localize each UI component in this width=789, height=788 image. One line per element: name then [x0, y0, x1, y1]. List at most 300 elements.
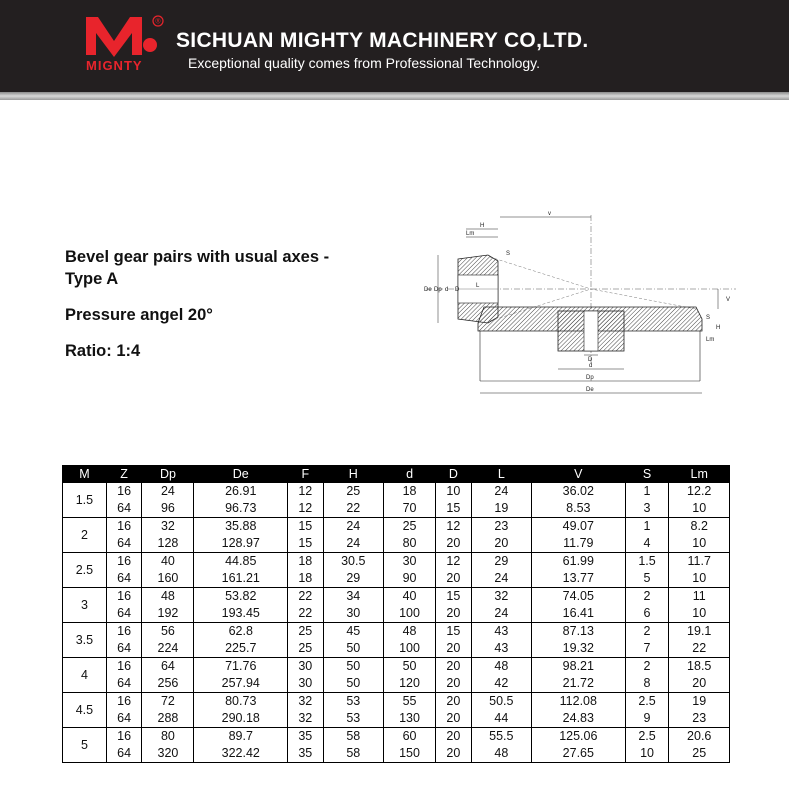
value-cell	[471, 588, 531, 623]
value-cell	[323, 553, 383, 588]
pinion-value: 49.07	[562, 519, 594, 533]
column-header: d	[383, 466, 435, 483]
gear-value: 3	[643, 501, 651, 515]
column-header: F	[288, 466, 324, 483]
pinion-value: 45	[346, 624, 361, 638]
gear-value: 27.65	[562, 746, 594, 760]
company-tagline: Exceptional quality comes from Professional Technology.	[188, 55, 540, 71]
dim-label-de-bottom: De	[586, 387, 594, 393]
value-cell	[436, 728, 472, 763]
gear-value: 257.94	[221, 676, 260, 690]
module-cell: 2.5	[63, 553, 107, 588]
table-row	[63, 623, 730, 658]
gear-value: 322.42	[221, 746, 260, 760]
gear-value: 64	[117, 536, 132, 550]
gear-value: 4	[643, 536, 651, 550]
gear-value: 10	[640, 746, 654, 760]
pinion-value: 16	[117, 589, 132, 603]
pinion-value: 20	[446, 659, 461, 673]
value-cell	[471, 553, 531, 588]
pinion-value: 22	[298, 589, 313, 603]
pinion-value: 24	[494, 484, 509, 498]
gear-value: 64	[117, 606, 132, 620]
gear-value: 20	[446, 641, 461, 655]
value-cell	[471, 658, 531, 693]
pinion-value: 12.2	[687, 484, 712, 498]
value-cell	[471, 693, 531, 728]
value-cell	[625, 658, 669, 693]
gear-value: 10	[692, 606, 707, 620]
pinion-value: 12	[298, 484, 313, 498]
pinion-value: 48	[494, 659, 509, 673]
gear-value: 12	[298, 501, 313, 515]
table-row	[63, 658, 730, 693]
pinion-value: 56	[160, 624, 175, 638]
pinion-value: 30	[402, 554, 417, 568]
pinion-value: 1	[643, 484, 651, 498]
gear-value: 29	[346, 571, 361, 585]
gear-value: 100	[399, 641, 420, 655]
gear-value: 192	[157, 606, 179, 620]
pinion-value: 16	[117, 624, 132, 638]
pinion-value: 2	[643, 624, 651, 638]
module-cell: 5	[63, 728, 107, 763]
dim-label-v: v	[548, 211, 551, 217]
gear-value: 50	[346, 641, 361, 655]
value-cell	[288, 483, 324, 518]
value-cell	[106, 553, 142, 588]
gear-value: 42	[494, 676, 509, 690]
gear-value: 96	[160, 501, 175, 515]
gear-value: 130	[399, 711, 420, 725]
gear-value: 290.18	[221, 711, 260, 725]
gear-value: 20	[692, 676, 707, 690]
value-cell	[625, 728, 669, 763]
gear-value: 64	[117, 501, 132, 515]
value-cell	[532, 693, 626, 728]
pinion-value: 23	[494, 519, 509, 533]
gear-value: 9	[643, 711, 651, 725]
value-cell	[383, 588, 435, 623]
value-cell	[669, 693, 730, 728]
pinion-value: 16	[117, 659, 132, 673]
value-cell	[194, 588, 288, 623]
pinion-value: 18	[298, 554, 313, 568]
value-cell	[323, 588, 383, 623]
gear-value: 6	[643, 606, 651, 620]
pinion-value: 50.5	[489, 694, 514, 708]
value-cell	[323, 693, 383, 728]
value-cell	[436, 623, 472, 658]
pinion-value: 16	[117, 554, 132, 568]
value-cell	[669, 623, 730, 658]
pinion-value: 25	[346, 484, 361, 498]
gear-ratio: Ratio: 1:4	[65, 342, 141, 360]
column-header: L	[471, 466, 531, 483]
gear-value: 22	[298, 606, 313, 620]
value-cell	[383, 693, 435, 728]
gear-value: 19	[494, 501, 509, 515]
header-divider	[0, 92, 789, 100]
gear-value: 224	[157, 641, 179, 655]
gear-value: 288	[157, 711, 179, 725]
gear-value: 35	[298, 746, 313, 760]
pinion-value: 61.99	[562, 554, 594, 568]
value-cell	[471, 518, 531, 553]
gear-value: 5	[643, 571, 651, 585]
value-cell	[625, 483, 669, 518]
pinion-value: 40	[160, 554, 175, 568]
value-cell	[142, 693, 194, 728]
pinion-value: 74.05	[562, 589, 594, 603]
gear-value: 20	[446, 746, 461, 760]
pinion-value: 43	[494, 624, 509, 638]
gear-value: 64	[117, 746, 132, 760]
pinion-value: 12	[446, 554, 461, 568]
value-cell	[383, 553, 435, 588]
gear-value: 320	[157, 746, 179, 760]
dim-label-l: L	[476, 283, 480, 289]
value-cell	[625, 693, 669, 728]
pinion-value: 62.8	[228, 624, 253, 638]
gear-value: 21.72	[562, 676, 594, 690]
dim-label-d-side: d	[445, 287, 449, 293]
value-cell	[532, 553, 626, 588]
pinion-value: 53.82	[225, 589, 257, 603]
column-header: Dp	[142, 466, 194, 483]
pinion-value: 72	[160, 694, 175, 708]
pinion-value: 18.5	[687, 659, 712, 673]
product-description	[65, 246, 405, 362]
gear-value: 23	[692, 711, 707, 725]
gear-value: 128	[157, 536, 179, 550]
value-cell	[436, 553, 472, 588]
value-cell	[669, 658, 730, 693]
gear-value: 15	[298, 536, 313, 550]
pinion-value: 1	[643, 519, 651, 533]
dim-label-dp-side: Dp	[434, 287, 442, 293]
pinion-value: 2.5	[638, 729, 656, 743]
gear-value: 64	[117, 676, 132, 690]
value-cell	[383, 623, 435, 658]
pinion-value: 20.6	[687, 729, 712, 743]
gear-value: 22	[692, 641, 707, 655]
value-cell	[436, 518, 472, 553]
dim-label-D-side: D	[455, 287, 460, 293]
pinion-value: 60	[402, 729, 417, 743]
value-cell	[288, 588, 324, 623]
gear-value: 64	[117, 711, 132, 725]
module-cell: 4.5	[63, 693, 107, 728]
value-cell	[323, 483, 383, 518]
mighty-logo-icon	[84, 13, 164, 61]
gear-value: 10	[692, 536, 707, 550]
value-cell	[532, 658, 626, 693]
product-title-line1: Bevel gear pairs with usual axes -	[65, 248, 330, 266]
pinion-value: 15	[298, 519, 313, 533]
value-cell	[194, 693, 288, 728]
table-row	[63, 553, 730, 588]
gear-value: 19.32	[562, 641, 594, 655]
value-cell	[532, 588, 626, 623]
gear-value: 10	[692, 571, 707, 585]
pinion-value: 18	[402, 484, 417, 498]
pinion-value: 48	[160, 589, 175, 603]
pinion-value: 20	[446, 694, 461, 708]
value-cell	[194, 483, 288, 518]
value-cell	[532, 518, 626, 553]
gear-value: 8	[643, 676, 651, 690]
gear-value: 16.41	[562, 606, 594, 620]
pinion-value: 87.13	[562, 624, 594, 638]
gear-value: 64	[117, 641, 132, 655]
value-cell	[436, 658, 472, 693]
value-cell	[194, 728, 288, 763]
pinion-value: 50	[346, 659, 361, 673]
gear-value: 50	[346, 676, 361, 690]
value-cell	[142, 588, 194, 623]
pinion-value: 19	[692, 694, 707, 708]
table-row	[63, 518, 730, 553]
gear-value: 20	[446, 571, 461, 585]
pinion-value: 32	[160, 519, 175, 533]
value-cell	[383, 728, 435, 763]
table-header-row	[63, 466, 730, 483]
value-cell	[142, 553, 194, 588]
pinion-value: 50	[402, 659, 417, 673]
column-header: H	[323, 466, 383, 483]
column-header: M	[63, 466, 107, 483]
value-cell	[436, 483, 472, 518]
pinion-value: 80.73	[225, 694, 257, 708]
value-cell	[194, 553, 288, 588]
pinion-value: 11	[692, 589, 706, 603]
pinion-value: 16	[117, 729, 132, 743]
gear-value: 20	[446, 711, 461, 725]
pinion-value: 55.5	[489, 729, 514, 743]
value-cell	[323, 728, 383, 763]
company-name: SICHUAN MIGHTY MACHINERY CO,LTD.	[176, 29, 589, 52]
value-cell	[471, 483, 531, 518]
value-cell	[288, 623, 324, 658]
gear-value: 58	[346, 746, 361, 760]
pinion-value: 25	[402, 519, 417, 533]
gear-value: 32	[298, 711, 313, 725]
value-cell	[288, 658, 324, 693]
value-cell	[142, 728, 194, 763]
value-cell	[323, 518, 383, 553]
gear-value: 11.79	[563, 536, 594, 550]
dim-label-dp-bottom: Dp	[586, 375, 594, 381]
value-cell	[288, 728, 324, 763]
value-cell	[142, 483, 194, 518]
column-header: V	[532, 466, 626, 483]
value-cell	[194, 623, 288, 658]
column-header: Z	[106, 466, 142, 483]
gear-value: 7	[643, 641, 651, 655]
pinion-value: 30	[298, 659, 313, 673]
value-cell	[625, 588, 669, 623]
value-cell	[532, 728, 626, 763]
gear-value: 48	[494, 746, 509, 760]
value-cell	[106, 518, 142, 553]
pinion-value: 15	[446, 589, 461, 603]
product-title-line2: Type A	[65, 270, 119, 288]
value-cell	[669, 518, 730, 553]
gear-value: 25	[298, 641, 313, 655]
value-cell	[669, 553, 730, 588]
gear-value: 80	[402, 536, 417, 550]
module-cell: 3.5	[63, 623, 107, 658]
pinion-value: 2.5	[638, 694, 656, 708]
pinion-value: 30.5	[341, 554, 366, 568]
dim-label-lm-side: Lm	[706, 337, 715, 343]
value-cell	[194, 518, 288, 553]
dim-label-de-side: De	[424, 287, 432, 293]
gear-value: 30	[298, 676, 313, 690]
dim-label-h-side: H	[716, 325, 721, 331]
value-cell	[471, 623, 531, 658]
pinion-value: 2	[643, 589, 651, 603]
value-cell	[436, 588, 472, 623]
gear-value: 22	[346, 501, 361, 515]
value-cell	[106, 693, 142, 728]
value-cell	[436, 693, 472, 728]
value-cell	[383, 518, 435, 553]
gear-value: 15	[446, 501, 461, 515]
gear-value: 24	[494, 571, 509, 585]
gear-value: 24.83	[562, 711, 594, 725]
pinion-value: 10	[446, 484, 461, 498]
gear-value: 8.53	[566, 501, 591, 515]
gear-value: 150	[399, 746, 420, 760]
dim-label-D-bottom: D	[588, 357, 593, 363]
gear-value: 128.97	[221, 536, 260, 550]
value-cell	[288, 518, 324, 553]
pinion-value: 36.02	[562, 484, 594, 498]
gear-value: 120	[399, 676, 420, 690]
pinion-value: 44.85	[225, 554, 257, 568]
gear-value: 43	[494, 641, 509, 655]
pressure-angle: Pressure angel 20°	[65, 306, 213, 324]
pinion-value: 12	[446, 519, 461, 533]
pinion-value: 55	[402, 694, 417, 708]
pinion-value: 15	[446, 624, 461, 638]
dim-label-s-top: S	[506, 251, 511, 257]
header-banner	[0, 0, 789, 92]
gear-value: 24	[346, 536, 361, 550]
module-cell: 1.5	[63, 483, 107, 518]
pinion-value: 1.5	[638, 554, 656, 568]
pinion-value: 25	[298, 624, 313, 638]
module-cell: 2	[63, 518, 107, 553]
pinion-value: 35.88	[225, 519, 257, 533]
gear-value: 160	[157, 571, 179, 585]
pinion-value: 58	[346, 729, 361, 743]
value-cell	[288, 693, 324, 728]
gear-value: 96.73	[225, 501, 257, 515]
pinion-value: 80	[160, 729, 175, 743]
value-cell	[106, 588, 142, 623]
pinion-value: 40	[402, 589, 417, 603]
pinion-value: 16	[117, 694, 132, 708]
value-cell	[625, 553, 669, 588]
gear-value: 44	[494, 711, 509, 725]
dim-label-s-side: S	[706, 315, 711, 321]
value-cell	[323, 623, 383, 658]
gear-value: 193.45	[221, 606, 260, 620]
pinion-value: 32	[298, 694, 313, 708]
value-cell	[625, 518, 669, 553]
value-cell	[142, 623, 194, 658]
pinion-value: 64	[160, 659, 175, 673]
table-row	[63, 483, 730, 518]
value-cell	[106, 483, 142, 518]
pinion-value: 35	[298, 729, 313, 743]
value-cell	[323, 658, 383, 693]
pinion-value: 89.7	[228, 729, 253, 743]
registered-mark: ®	[155, 18, 161, 26]
brand-logo-text: MIGNTY	[86, 58, 143, 73]
gear-value: 18	[298, 571, 313, 585]
value-cell	[383, 483, 435, 518]
pinion-value: 71.76	[225, 659, 257, 673]
gear-value: 24	[494, 606, 509, 620]
dim-label-d-bottom: d	[589, 363, 593, 369]
pinion-value: 53	[346, 694, 361, 708]
column-header: Lm	[669, 466, 730, 483]
pinion-value: 125.06	[559, 729, 598, 743]
module-cell: 4	[63, 658, 107, 693]
column-header: De	[194, 466, 288, 483]
gear-value: 161.21	[221, 571, 260, 585]
pinion-value: 98.21	[562, 659, 594, 673]
gear-value: 20	[446, 536, 461, 550]
gear-value: 90	[402, 571, 417, 585]
gear-value: 20	[446, 676, 461, 690]
value-cell	[625, 623, 669, 658]
value-cell	[532, 483, 626, 518]
gear-value: 256	[157, 676, 179, 690]
pinion-value: 8.2	[690, 519, 708, 533]
gear-value: 53	[346, 711, 361, 725]
dim-label-h-top: H	[480, 223, 485, 229]
value-cell	[106, 623, 142, 658]
pinion-value: 11.7	[687, 554, 711, 568]
pinion-value: 112.08	[559, 694, 597, 708]
dim-label-lm-top: Lm	[466, 231, 475, 237]
value-cell	[106, 658, 142, 693]
value-cell	[194, 658, 288, 693]
pinion-value: 24	[160, 484, 175, 498]
gear-value: 25	[692, 746, 707, 760]
pinion-value: 26.91	[225, 484, 257, 498]
value-cell	[669, 588, 730, 623]
gear-value: 100	[399, 606, 420, 620]
value-cell	[142, 658, 194, 693]
gear-value: 20	[446, 606, 461, 620]
pinion-value: 34	[346, 589, 361, 603]
gear-value: 64	[117, 571, 132, 585]
gear-value: 20	[494, 536, 509, 550]
column-header: D	[436, 466, 472, 483]
pinion-value: 32	[494, 589, 509, 603]
gear-value: 225.7	[225, 641, 257, 655]
pinion-value: 20	[446, 729, 461, 743]
value-cell	[669, 728, 730, 763]
specification-table	[62, 465, 730, 763]
table-row	[63, 728, 730, 763]
